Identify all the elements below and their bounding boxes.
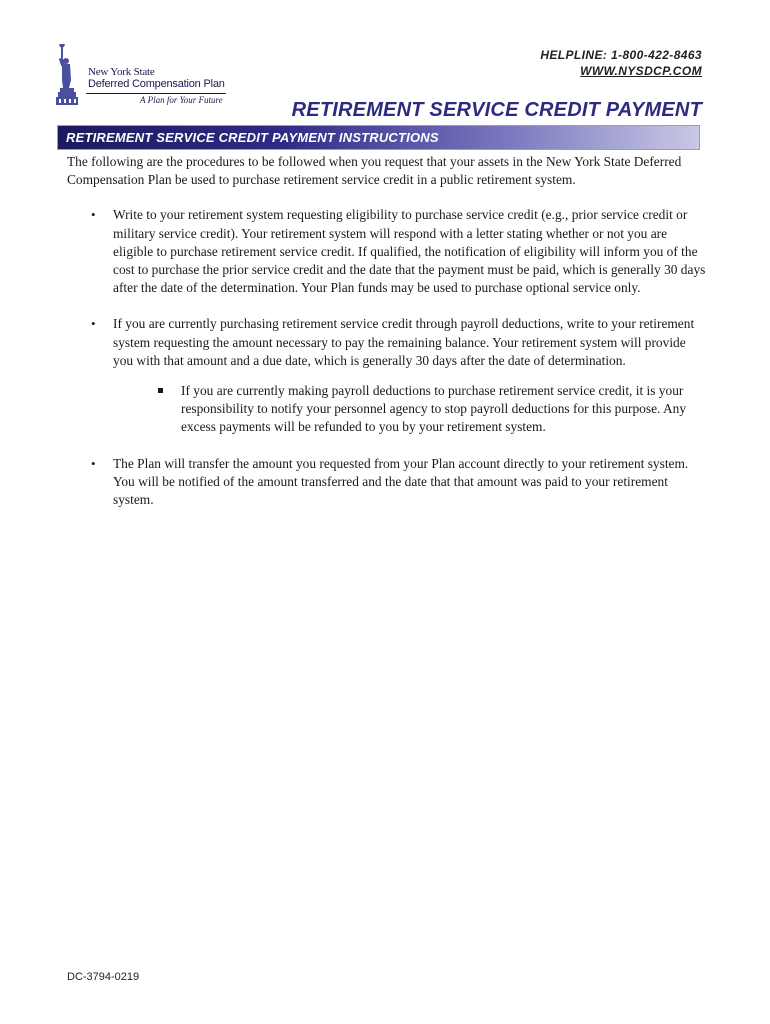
website-link[interactable]: WWW.NYSDCP.COM [580, 64, 702, 78]
logo-tagline: A Plan for Your Future [140, 95, 223, 105]
sub-list [113, 382, 707, 437]
org-name-line2: Deferred Compensation Plan [88, 78, 225, 90]
list-item-text: The Plan will transfer the amount you requested from your Plan account directly to your retirement system. You will be notified of the amount transferred and the date that that amount was paid to your retirement system. [113, 455, 689, 508]
page-title: RETIREMENT SERVICE CREDIT PAYMENT [291, 99, 702, 121]
org-name-line1: New York State [88, 66, 155, 78]
bullet-icon: • [91, 455, 96, 471]
section-heading: RETIREMENT SERVICE CREDIT PAYMENT INSTRUCTIONS [66, 130, 439, 145]
helpline-phone: HELPLINE: 1-800-422-8463 [540, 48, 702, 62]
statue-of-liberty-icon [56, 44, 86, 106]
intro-paragraph: The following are the procedures to be followed when you request that your assets in the New York State Deferred Compensation Plan be used to purchase retirement service credit in a public retirement system. [67, 154, 682, 188]
section-header-bar [57, 125, 700, 150]
instruction-list [67, 206, 707, 509]
form-code: DC-3794-0219 [67, 971, 140, 983]
bullet-icon: • [91, 207, 96, 223]
contact-block [540, 47, 702, 79]
plan-logo [56, 44, 246, 108]
bullet-icon: • [91, 316, 96, 332]
sub-list-item [113, 382, 707, 437]
list-item [67, 206, 707, 297]
list-item-text: Write to your retirement system requesting eligibility to purchase service credit (e.g., prior service credit or military service credit). Your retirement system will respond with a letter stating whether or not you are eligible to purchase retirement service credit. If qualified, the notification of eligibility will inform you of the cost to purchase the prior service credit and the date that the payment must be paid, which is generally 30 days after the date of the determination. Your Plan funds may be used to purchase optional service only. [113, 207, 706, 296]
instructions-body [67, 153, 707, 527]
sub-list-item-text: If you are currently making payroll deductions to purchase retirement service credit, it is your responsibility to notify your personnel agency to stop payroll deductions for this purpose. Any excess payments will be refunded to you by your retirement system. [181, 383, 687, 435]
square-bullet-icon [158, 388, 163, 393]
logo-divider [86, 93, 226, 94]
list-item [67, 315, 707, 436]
list-item [67, 455, 707, 510]
list-item-text: If you are currently purchasing retirement service credit through payroll deductions, write to your retirement system requesting the amount necessary to pay the remaining balance. Your retirement system will provide you with that amount and a due date, which is generally 30 days after the date of determination. [113, 316, 695, 368]
